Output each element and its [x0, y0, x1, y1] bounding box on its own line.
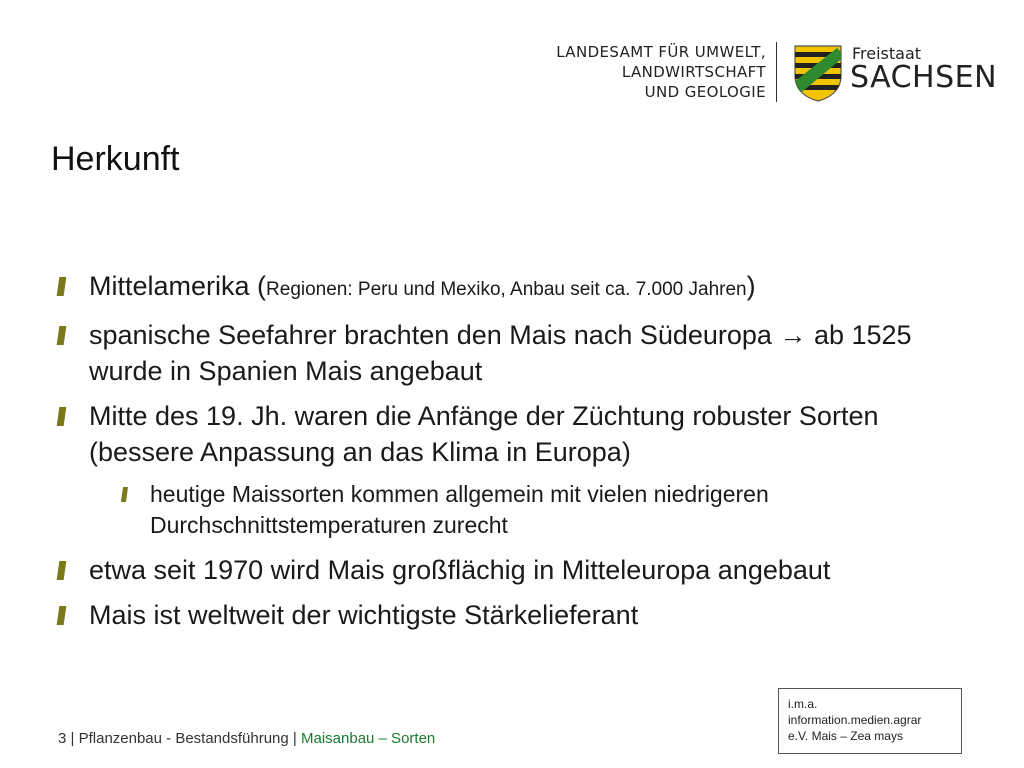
authority-line-2: LANDWIRTSCHAFT: [621, 63, 766, 81]
bullet-text: spanische Seefahrer brachten den Mais nach Südeuropa → ab 1525 wurde in Spanien Mais angebaut: [89, 320, 912, 386]
bullet-text: Mitte des 19. Jh. waren die Anfänge der Züchtung robuster Sorten (bessere Anpassung an das Klima in Europa): [89, 401, 879, 467]
authority-line-3: UND GEOLOGIE: [644, 83, 766, 101]
state-label-large: SACHSEN: [850, 60, 998, 95]
list-item: [58, 268, 978, 308]
page-number: 3: [58, 730, 67, 747]
sub-bullet-text: heutige Maissorten kommen allgemein mit vielen niedrigeren Durchschnittstemperaturen zurecht: [150, 481, 769, 538]
source-line-2: information.medien.agrar: [788, 713, 922, 727]
saxony-crest-icon: [793, 44, 843, 102]
footer-separator: |: [70, 730, 79, 747]
bullet-marker: [57, 407, 67, 426]
header-logo: [0, 0, 1024, 120]
bullet-text: Mais ist weltweit der wichtigste Stärkelieferant: [89, 600, 639, 630]
source-box: [778, 688, 962, 754]
bullet-marker: [57, 326, 67, 345]
list-item: [58, 398, 978, 470]
bullet-text: etwa seit 1970 wird Mais großflächig in Mitteleuropa angebaut: [89, 555, 831, 585]
bullet-marker: [57, 561, 67, 580]
list-item: [58, 317, 978, 389]
footer: [58, 730, 435, 747]
page-title: Herkunft: [51, 140, 180, 178]
footer-separator: |: [292, 730, 301, 747]
bullet-text-end: ): [746, 271, 756, 301]
source-line-1: i.m.a.: [788, 697, 818, 711]
sub-list-item: [118, 479, 978, 541]
footer-section: Pflanzenbau - Bestandsführung: [78, 730, 289, 747]
bullet-list: [58, 268, 978, 642]
logo-divider: [776, 42, 777, 102]
state-label-small: Freistaat: [852, 44, 922, 63]
bullet-marker: [57, 606, 67, 625]
footer-topic: Maisanbau – Sorten: [301, 730, 436, 747]
bullet-marker: [57, 277, 67, 296]
list-item: [58, 552, 978, 588]
authority-name: [556, 42, 766, 102]
list-item: [58, 597, 978, 633]
authority-line-1: LANDESAMT FÜR UMWELT,: [556, 43, 766, 61]
source-line-3: e.V. Mais – Zea mays: [788, 729, 903, 743]
bullet-text-small: Regionen: Peru und Mexiko, Anbau seit ca. 7.000 Jahren: [266, 279, 747, 300]
sub-bullet-marker: [121, 487, 128, 502]
bullet-text: Mittelamerika (: [89, 271, 267, 301]
